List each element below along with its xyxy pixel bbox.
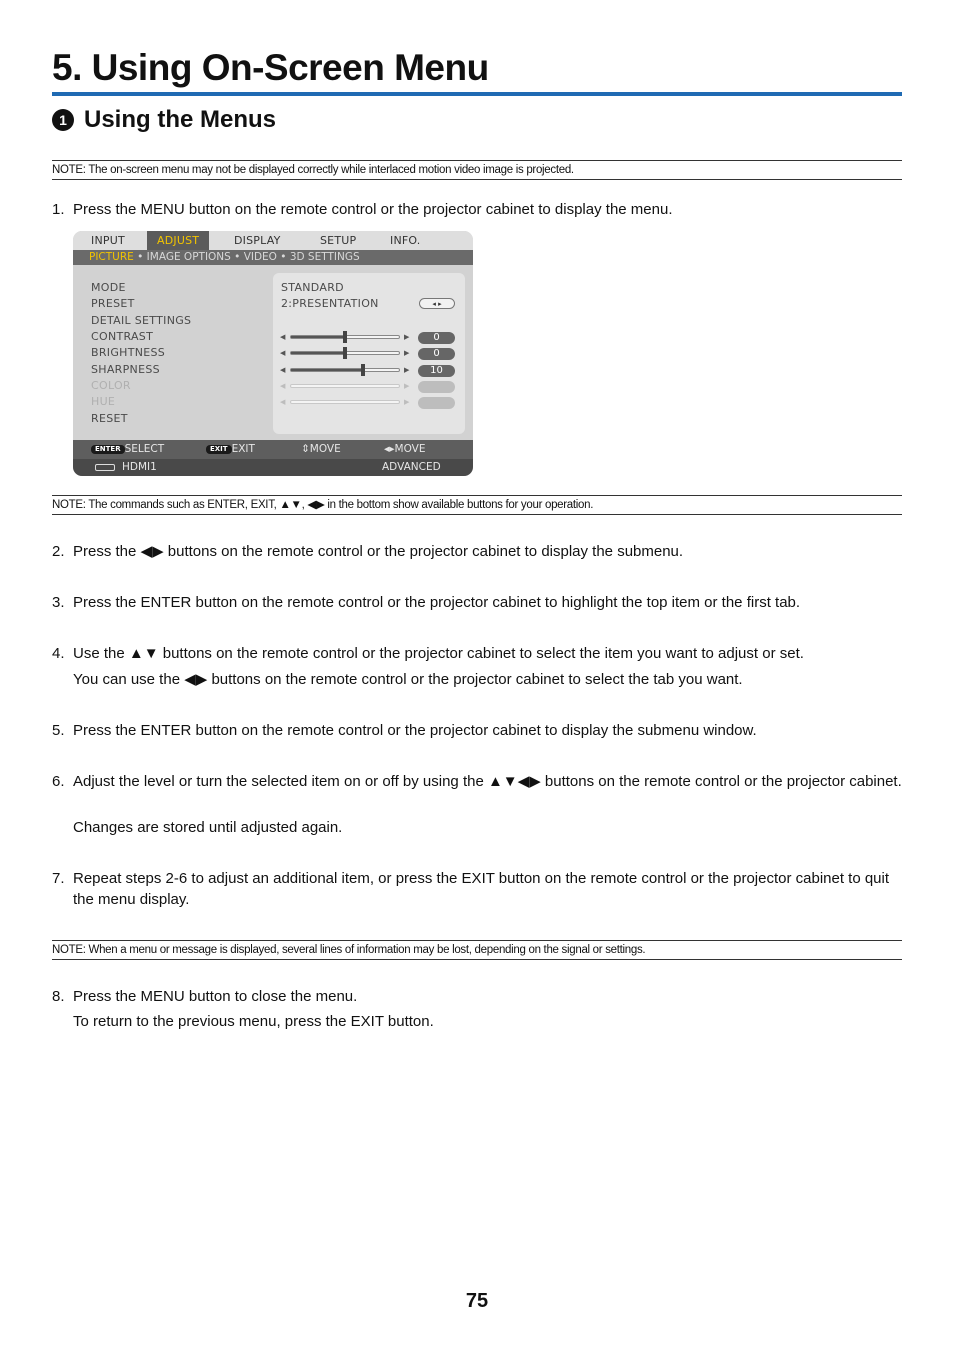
step-8 xyxy=(52,986,902,1007)
osd-label-sharpness: SHARPNESS xyxy=(91,363,160,376)
section-title-text: Using the Menus xyxy=(84,106,277,133)
slider-left-arrow-icon: ◀ xyxy=(280,333,286,341)
osd-guide-select: ENTER SELECT xyxy=(91,440,164,459)
section-title xyxy=(52,104,276,136)
osd-label-mode: MODE xyxy=(91,281,126,294)
step-number: 6. xyxy=(52,773,65,790)
osd-slider-contrast xyxy=(280,332,410,342)
osd-slider-sharpness xyxy=(280,365,410,375)
enter-key-icon: ENTER xyxy=(91,445,125,454)
note-menu-info-loss: NOTE: When a menu or message is displayed, several lines of information may be lost, depending on the signal or settings. xyxy=(52,940,902,960)
step-number: 4. xyxy=(52,645,65,662)
step-text: Adjust the level or turn the selected item on or off by using the ▲▼◀▶ buttons on the remote control or the projector cabinet. xyxy=(73,773,902,790)
slider-left-arrow-icon: ◀ xyxy=(280,398,286,406)
slider-thumb xyxy=(361,364,365,376)
slider-left-arrow-icon: ◀ xyxy=(280,366,286,374)
osd-tab-display: DISPLAY xyxy=(234,234,281,247)
step-text: Press the MENU button on the remote control or the projector cabinet to display the menu. xyxy=(73,201,673,218)
osd-value-hue-disabled xyxy=(418,397,455,409)
step-number: 5. xyxy=(52,722,65,739)
step-number: 2. xyxy=(52,543,65,560)
step-4-subtext: You can use the ◀▶ buttons on the remote control or the projector cabinet to select the tab you want. xyxy=(73,671,743,688)
osd-label-hue: HUE xyxy=(91,395,116,408)
osd-label-reset: RESET xyxy=(91,412,128,425)
slider-right-arrow-icon: ▶ xyxy=(404,333,410,341)
slider-track xyxy=(290,368,400,372)
osd-guide-move-updown: ⇕MOVE xyxy=(301,443,341,455)
osd-label-contrast: CONTRAST xyxy=(91,330,154,343)
step-1 xyxy=(52,199,902,220)
step-text: Press the ◀▶ buttons on the remote control or the projector cabinet to display the submenu. xyxy=(73,543,684,560)
osd-value-color-disabled xyxy=(418,381,455,393)
note-interlaced: NOTE: The on-screen menu may not be displayed correctly while interlaced motion video image is projected. xyxy=(52,160,902,180)
osd-tab-bar xyxy=(73,231,473,250)
note-commands: NOTE: The commands such as ENTER, EXIT, ▲▼, ◀▶ in the bottom show available buttons for your operation. xyxy=(52,495,902,515)
step-3 xyxy=(52,592,902,613)
slider-track xyxy=(290,335,400,339)
osd-subtab-picture: PICTURE xyxy=(89,251,134,263)
page-number: 75 xyxy=(465,1290,489,1312)
osd-left-right-selector-icon: ◂ ▸ xyxy=(419,298,455,309)
slider-left-arrow-icon: ◀ xyxy=(280,382,286,390)
osd-body xyxy=(73,265,473,440)
osd-slider-hue xyxy=(280,397,410,407)
slider-thumb xyxy=(343,331,347,343)
step-text: Repeat steps 2-6 to adjust an additional item, or press the EXIT button on the remote control or the projector cabinet to quit the menu display. xyxy=(73,870,890,908)
slider-right-arrow-icon: ▶ xyxy=(404,382,410,390)
osd-tab-info: INFO. xyxy=(390,234,421,247)
hdmi-icon xyxy=(95,464,115,471)
slider-track xyxy=(290,384,400,388)
osd-value-brightness: 0 xyxy=(418,348,455,360)
step-6-subtext: Changes are stored until adjusted again. xyxy=(73,819,343,836)
slider-right-arrow-icon: ▶ xyxy=(404,349,410,357)
step-7 xyxy=(52,868,902,910)
osd-value-contrast: 0 xyxy=(418,332,455,344)
osd-slider-color xyxy=(280,381,410,391)
slider-track xyxy=(290,351,400,355)
step-8-subtext: To return to the previous menu, press the EXIT button. xyxy=(73,1013,434,1030)
osd-subtab-bar xyxy=(73,250,473,265)
osd-tab-setup: SETUP xyxy=(320,234,357,247)
step-2 xyxy=(52,541,902,562)
osd-guide-exit: EXIT EXIT xyxy=(206,440,255,459)
step-4 xyxy=(52,643,902,664)
slider-thumb xyxy=(343,347,347,359)
osd-input-source: HDMI1 xyxy=(122,461,157,473)
chapter-title: 5. Using On-Screen Menu xyxy=(52,47,489,88)
osd-slider-brightness xyxy=(280,348,410,358)
osd-menu-mode: ADVANCED xyxy=(382,461,441,473)
step-number: 8. xyxy=(52,988,65,1005)
step-6 xyxy=(52,771,902,792)
step-number: 1. xyxy=(52,201,65,218)
osd-value-preset: 2:PRESENTATION xyxy=(281,297,379,310)
slider-right-arrow-icon: ▶ xyxy=(404,366,410,374)
osd-label-detail-settings: DETAIL SETTINGS xyxy=(91,314,192,327)
step-number: 7. xyxy=(52,870,65,887)
osd-label-brightness: BRIGHTNESS xyxy=(91,346,166,359)
osd-value-mode: STANDARD xyxy=(281,281,344,294)
step-text: Press the ENTER button on the remote control or the projector cabinet to display the submenu window. xyxy=(73,722,757,739)
step-number: 3. xyxy=(52,594,65,611)
osd-status-bar xyxy=(73,459,473,476)
osd-label-preset: PRESET xyxy=(91,297,135,310)
osd-value-sharpness: 10 xyxy=(418,365,455,377)
osd-tab-adjust: ADJUST xyxy=(147,231,209,250)
osd-tab-input: INPUT xyxy=(91,234,125,247)
osd-label-color: COLOR xyxy=(91,379,131,392)
step-text: Press the ENTER button on the remote control or the projector cabinet to highlight the top item or the first tab. xyxy=(73,594,801,611)
slider-track xyxy=(290,400,400,404)
osd-guide-bar xyxy=(73,440,473,459)
step-text: Use the ▲▼ buttons on the remote control or the projector cabinet to select the item you want to adjust or set. xyxy=(73,645,804,662)
slider-left-arrow-icon: ◀ xyxy=(280,349,286,357)
osd-subtab-others: • IMAGE OPTIONS • VIDEO • 3D SETTINGS xyxy=(133,251,360,263)
osd-menu-screenshot xyxy=(73,231,473,476)
section-number-badge: 1 xyxy=(52,109,74,131)
osd-guide-move-leftright: ◂▸MOVE xyxy=(384,443,426,455)
step-5 xyxy=(52,720,902,741)
slider-right-arrow-icon: ▶ xyxy=(404,398,410,406)
step-text: Press the MENU button to close the menu. xyxy=(73,988,358,1005)
title-rule xyxy=(52,92,902,96)
exit-key-icon: EXIT xyxy=(206,445,232,454)
